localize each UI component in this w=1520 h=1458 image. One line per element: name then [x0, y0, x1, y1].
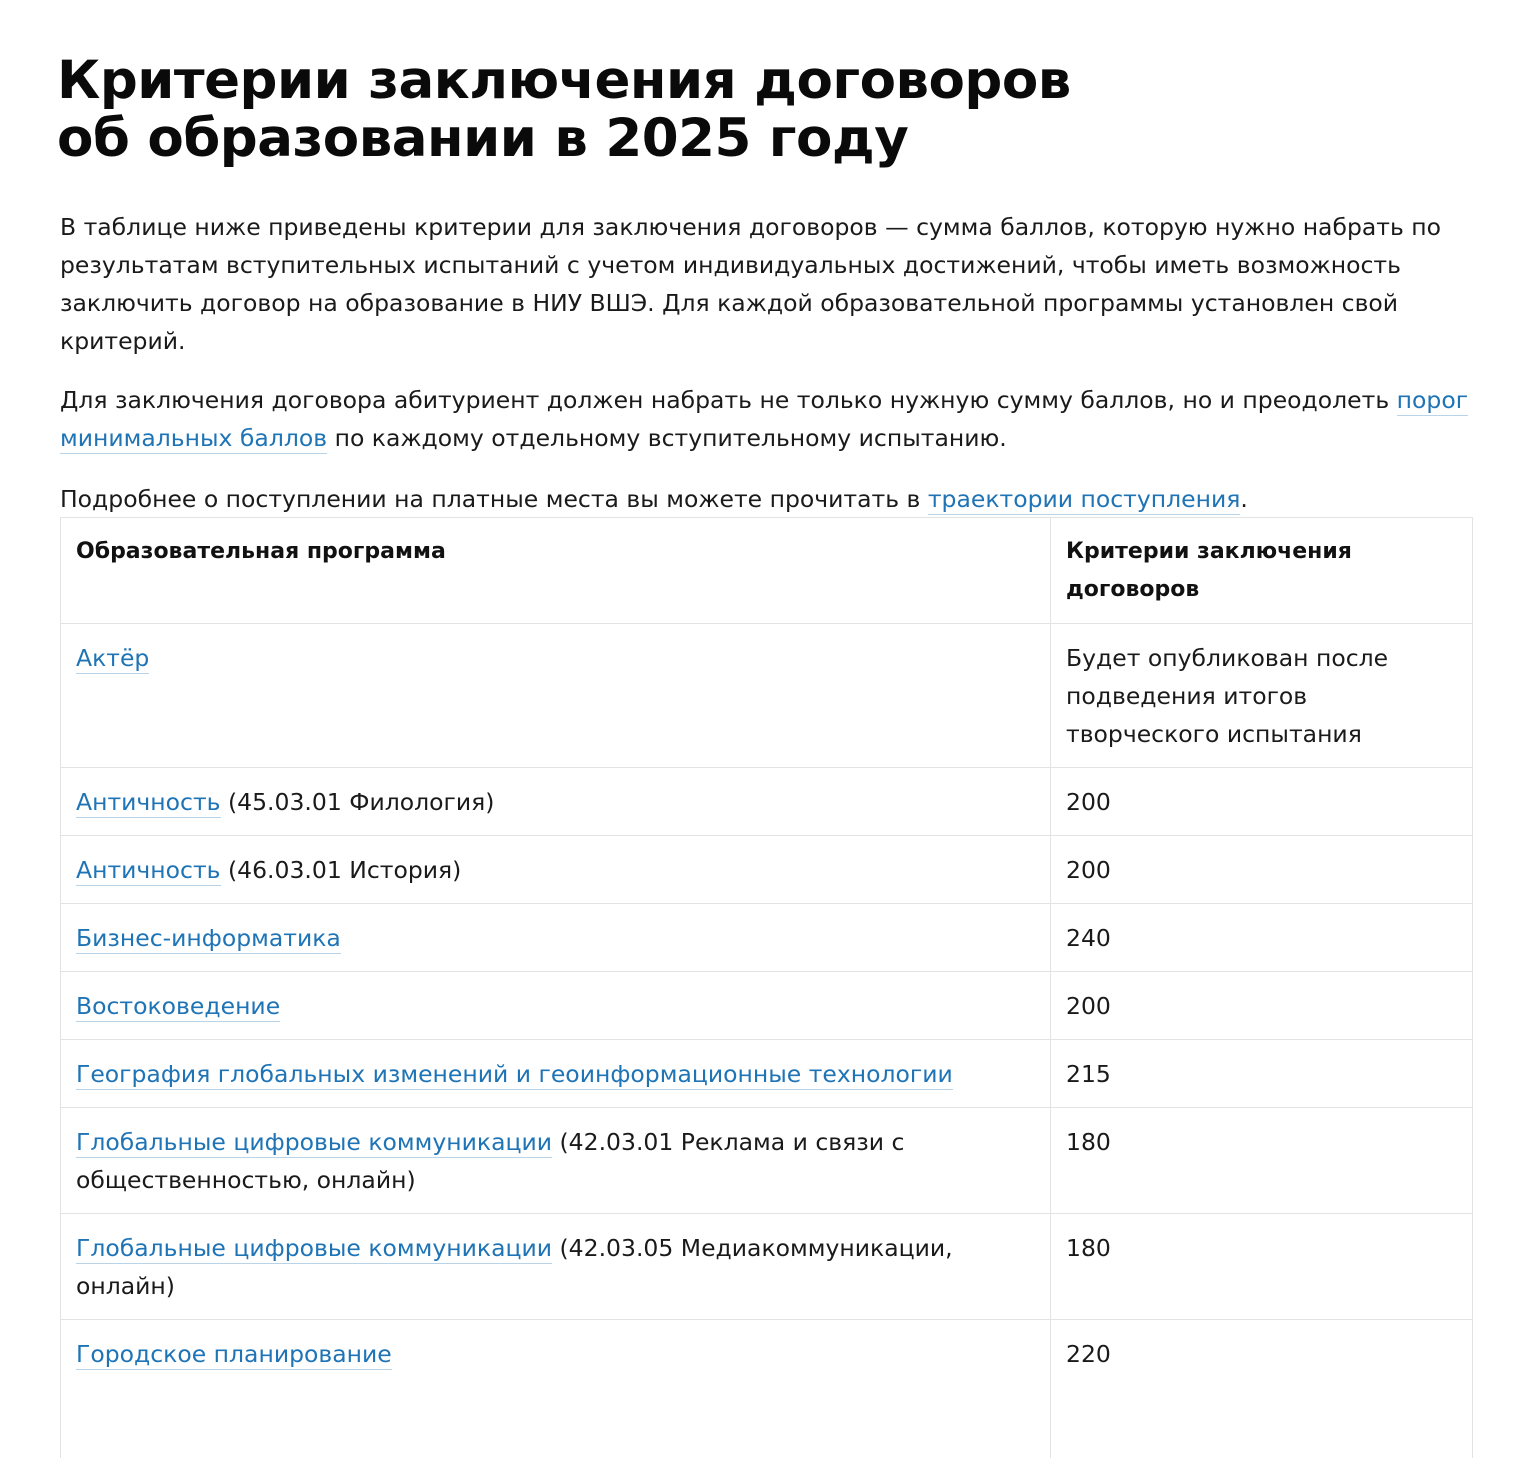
program-cell: [61, 768, 1051, 836]
program-code: (42.03.05 Медиакоммуникации, онлайн): [76, 1234, 953, 1300]
program-code: (45.03.01 Филология): [220, 788, 495, 816]
min-scores-paragraph: [60, 381, 1480, 457]
program-link[interactable]: Актёр: [76, 644, 150, 672]
criteria-table: [60, 517, 1473, 1458]
program-cell: [61, 1320, 1051, 1458]
program-link[interactable]: Бизнес-информатика: [76, 924, 341, 952]
criteria-cell: 200: [1051, 972, 1473, 1040]
criteria-cell: 220: [1051, 1320, 1473, 1458]
header-program: Образовательная программа: [61, 518, 1051, 624]
table-row: [61, 768, 1473, 836]
criteria-cell: 200: [1051, 768, 1473, 836]
table-header-row: [61, 518, 1473, 624]
program-link[interactable]: Городское планирование: [76, 1340, 392, 1368]
page-title: Критерии заключения договоров об образовании в 2025 году: [57, 50, 1071, 169]
program-code: (46.03.01 История): [220, 856, 462, 884]
min-scores-text-before: Для заключения договора абитуриент должен набрать не только нужную сумму баллов, но и преодолеть: [60, 386, 1397, 414]
criteria-cell: 240: [1051, 904, 1473, 972]
program-cell: [61, 624, 1051, 768]
table-row: [61, 1320, 1473, 1458]
criteria-cell: 180: [1051, 1214, 1473, 1320]
intro-paragraph: В таблице ниже приведены критерии для заключения договоров — сумма баллов, которую нужно набрать по результатам вступительных испытаний с учетом индивидуальных достижений, чтобы иметь возможность заключить договор на образование в НИУ ВШЭ. Для каждой образовательной программы установлен свой критерий.: [60, 213, 1442, 355]
program-cell: [61, 972, 1051, 1040]
criteria-cell: 200: [1051, 836, 1473, 904]
paid-places-text-before: Подробнее о поступлении на платные места вы можете прочитать в: [60, 485, 928, 513]
program-cell: [61, 904, 1051, 972]
header-criteria: Критерии заключения договоров: [1051, 518, 1473, 624]
program-link[interactable]: География глобальных изменений и геоинформационные технологии: [76, 1060, 953, 1088]
paid-places-text-after: .: [1240, 485, 1248, 513]
criteria-cell: 215: [1051, 1040, 1473, 1108]
table-row: [61, 1040, 1473, 1108]
program-code: (42.03.01 Реклама и связи с общественностью, онлайн): [76, 1128, 905, 1194]
program-link[interactable]: Глобальные цифровые коммуникации: [76, 1128, 553, 1156]
table-row: [61, 1214, 1473, 1320]
program-cell: [61, 1214, 1051, 1320]
program-cell: [61, 836, 1051, 904]
program-link[interactable]: Античность: [76, 856, 221, 884]
table-row: [61, 972, 1473, 1040]
program-cell: [61, 1108, 1051, 1214]
min-scores-threshold-link[interactable]: порог минимальных баллов: [60, 386, 1469, 452]
table-row: [61, 1108, 1473, 1214]
criteria-cell: 180: [1051, 1108, 1473, 1214]
table-row: [61, 624, 1473, 768]
table-row: [61, 904, 1473, 972]
criteria-cell: Будет опубликован после подведения итогов творческого испытания: [1051, 624, 1473, 768]
program-cell: [61, 1040, 1051, 1108]
min-scores-text-after: по каждому отдельному вступительному испытанию.: [327, 424, 1007, 452]
table-row: [61, 836, 1473, 904]
program-link[interactable]: Глобальные цифровые коммуникации: [76, 1234, 553, 1262]
admission-trajectory-link[interactable]: траектории поступления: [927, 485, 1241, 513]
program-link[interactable]: Востоковедение: [76, 992, 281, 1020]
program-link[interactable]: Античность: [76, 788, 221, 816]
paid-places-paragraph: [60, 480, 1480, 518]
